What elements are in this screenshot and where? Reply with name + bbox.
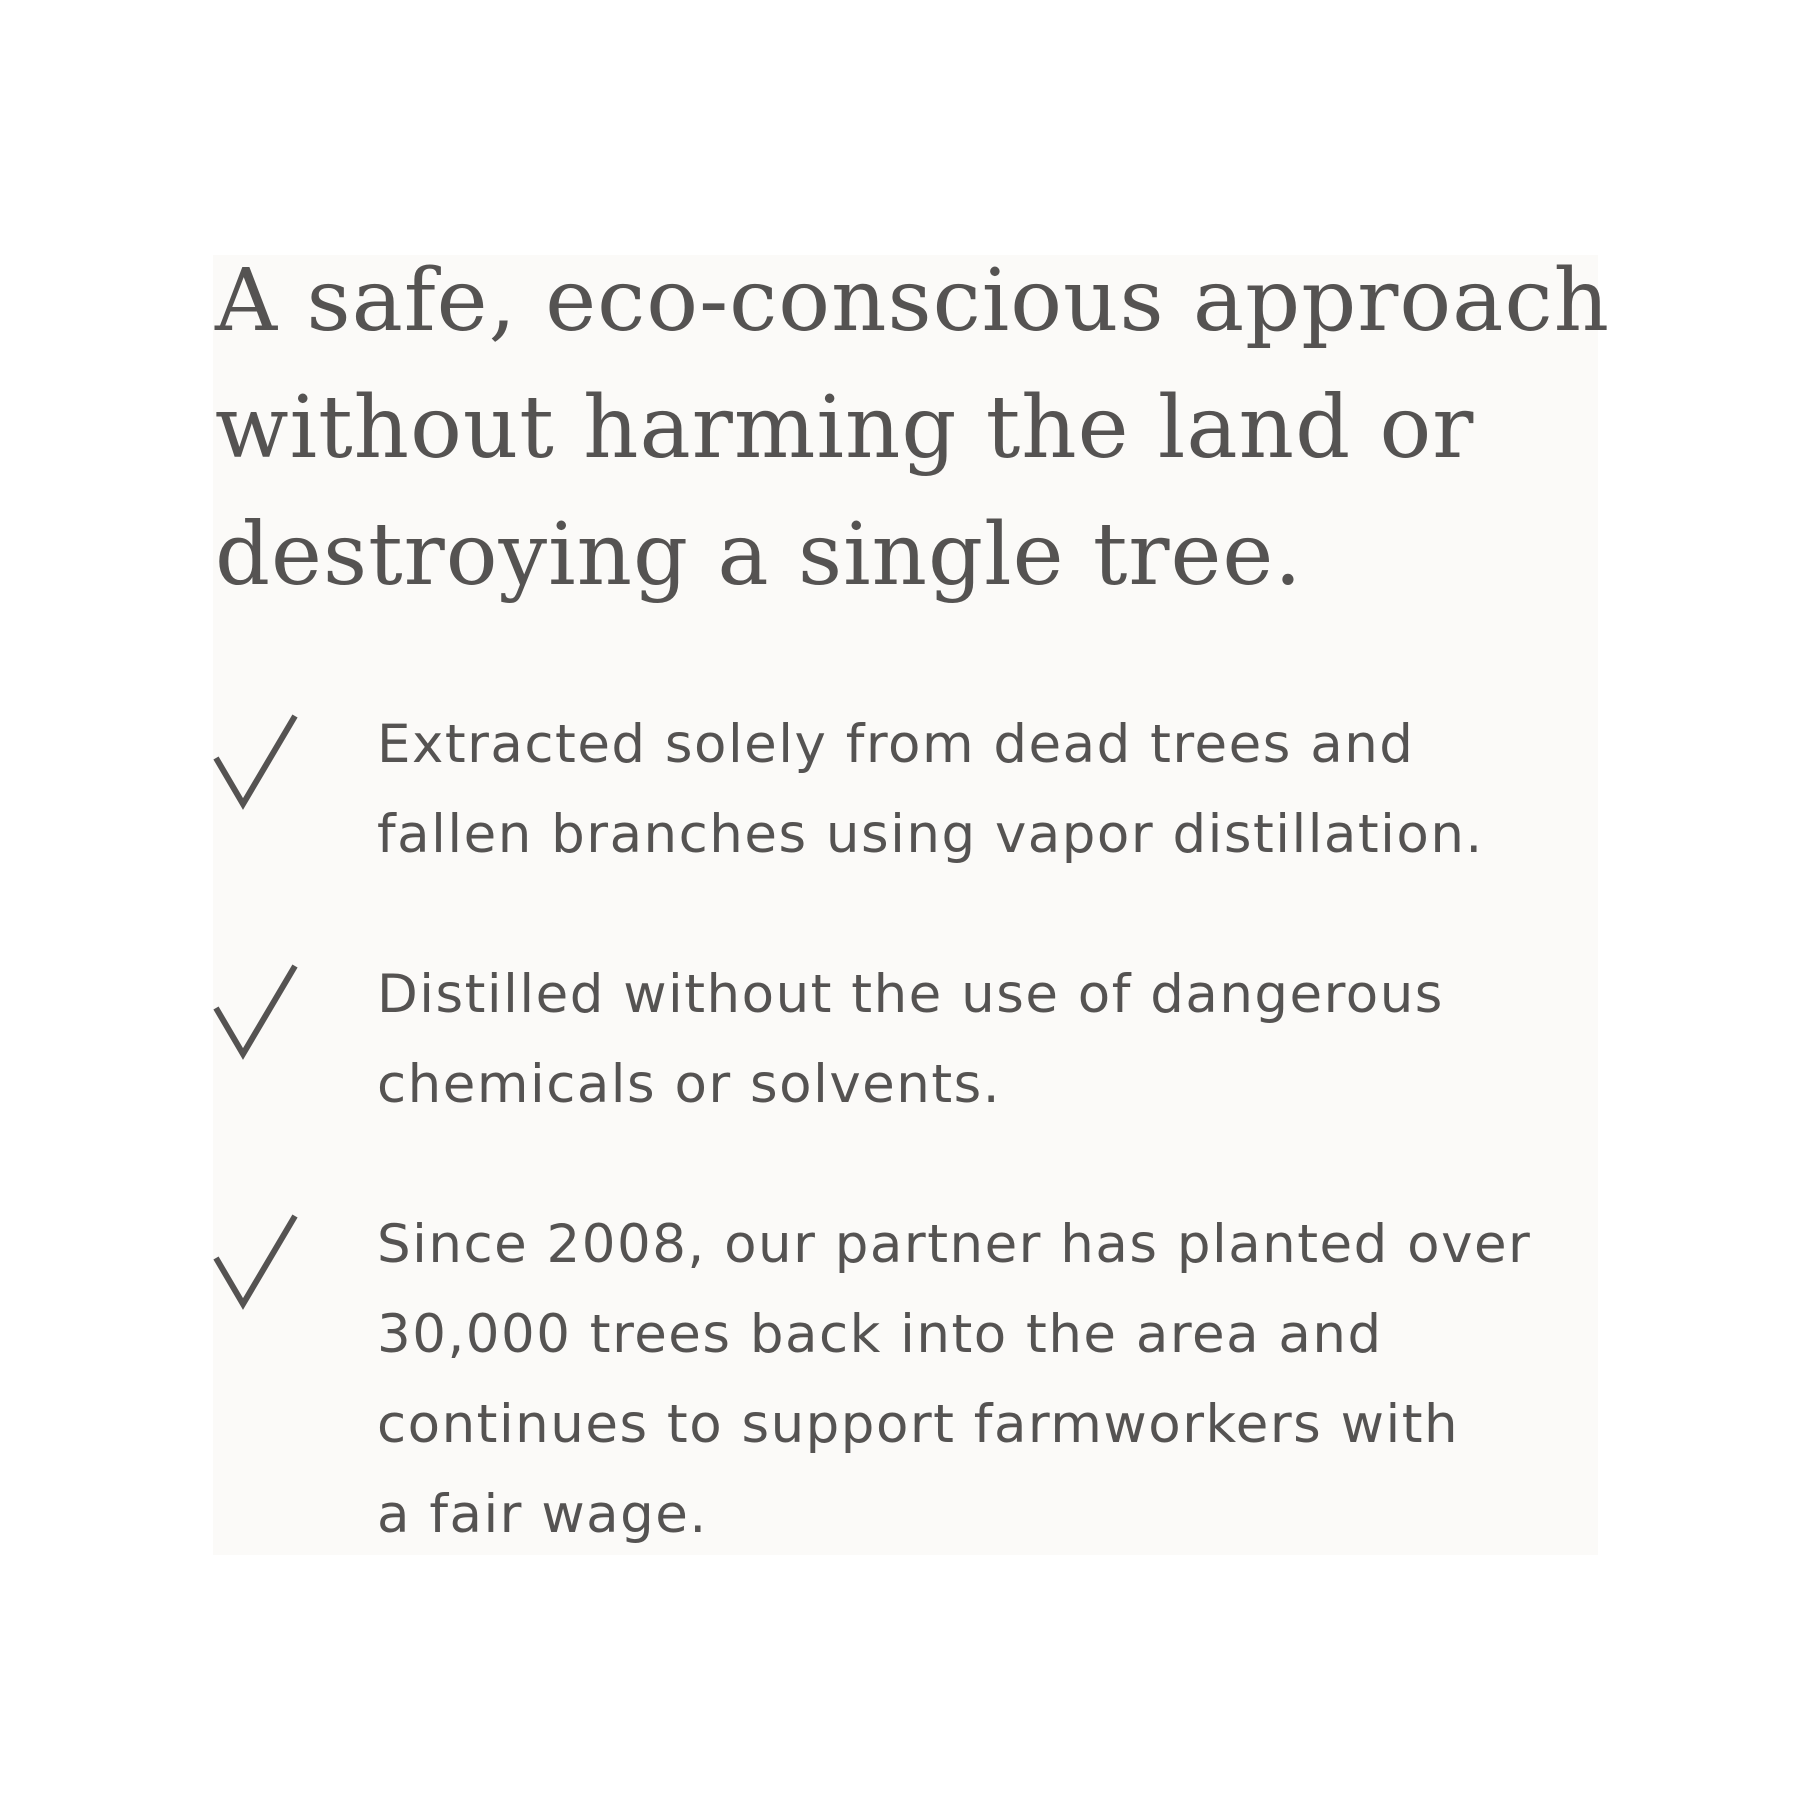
benefit-text xyxy=(377,700,1633,880)
benefit-item xyxy=(213,950,1633,1130)
headline-line: A safe, eco-conscious approach xyxy=(215,251,1610,351)
checkmark-icon xyxy=(213,712,299,810)
benefit-item xyxy=(213,700,1633,880)
benefit-line: Since 2008, our partner has planted over xyxy=(377,1214,1532,1275)
benefits-list xyxy=(213,700,1633,1630)
benefit-text xyxy=(377,1200,1633,1560)
benefit-item xyxy=(213,1200,1633,1560)
benefit-line: continues to support farmworkers with xyxy=(377,1394,1460,1455)
benefit-line: Distilled without the use of dangerous xyxy=(377,964,1444,1025)
headline-line: destroying a single tree. xyxy=(215,505,1303,605)
benefit-line: 30,000 trees back into the area and xyxy=(377,1304,1383,1365)
benefit-line: Extracted solely from dead trees and xyxy=(377,714,1415,775)
checkmark-icon xyxy=(213,962,299,1060)
benefit-line: a fair wage. xyxy=(377,1484,708,1545)
headline xyxy=(215,238,1635,619)
checkmark-icon xyxy=(213,1212,299,1310)
headline-line: without harming the land or xyxy=(215,378,1475,478)
benefit-line: fallen branches using vapor distillation. xyxy=(377,804,1484,865)
benefit-text xyxy=(377,950,1633,1130)
benefit-line: chemicals or solvents. xyxy=(377,1054,1002,1115)
